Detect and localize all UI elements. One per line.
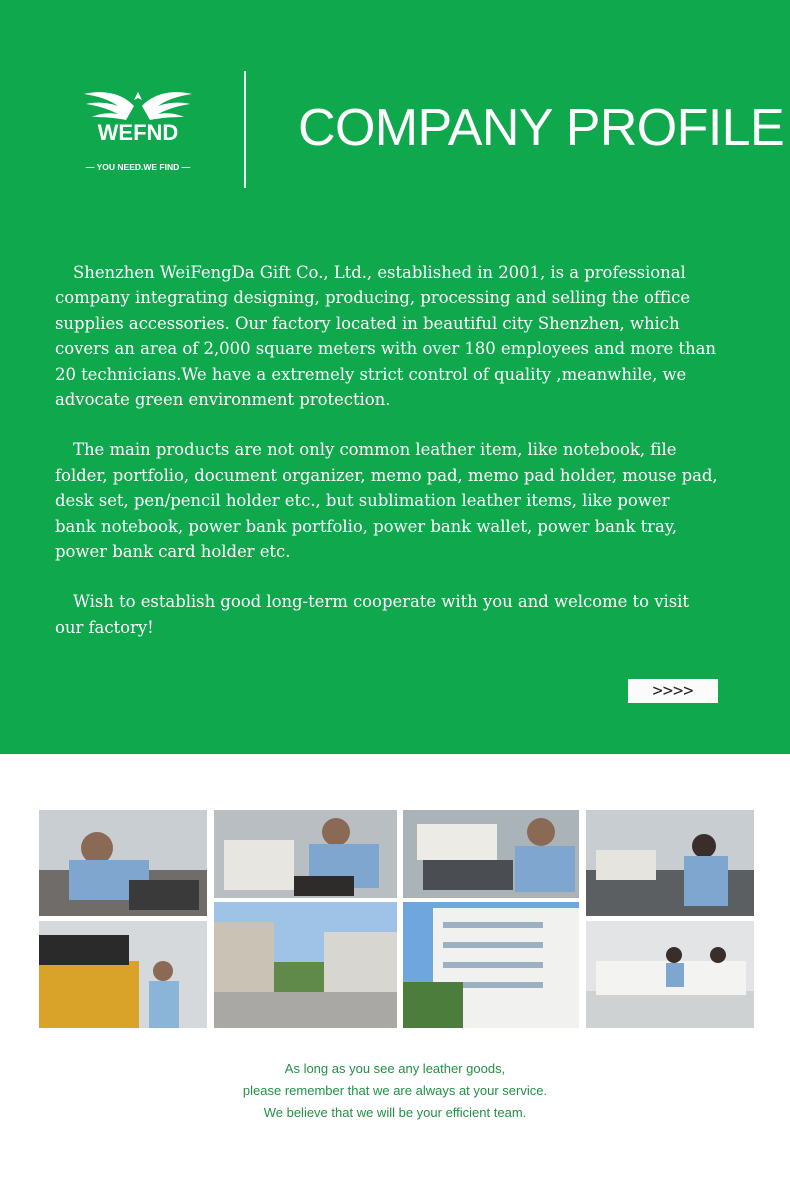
workers-at-tables-photo — [586, 810, 754, 916]
company-description — [55, 260, 755, 665]
workshop-floor-photo — [586, 921, 754, 1028]
worker-cutting-leather-photo — [39, 810, 207, 916]
worker-machine-stitching-photo — [403, 810, 579, 898]
products-paragraph: The main products are not only common leather item, like notebook, file folder, portfolio, document organizer, memo pad, memo pad holder, mouse pad, desk set, pen/pencil holder etc., but sublimation leather items, like power bank notebook, power bank portfolio, power bank wallet, power bank tray, power bank card holder etc. — [55, 440, 718, 562]
caption-line: please remember that we are always at your service. — [242, 1083, 548, 1098]
caption-line: As long as you see any leather goods, — [284, 1061, 506, 1076]
worker-sewing-machine-photo — [214, 810, 397, 898]
laser-cutting-machine-photo — [39, 921, 207, 1028]
left-wing-icon — [84, 92, 134, 120]
factory-street-photo — [214, 902, 397, 1028]
logo-wordmark: WEFND — [97, 120, 179, 145]
header-divider — [244, 71, 246, 188]
company-logo — [76, 86, 200, 176]
factory-building-photo — [403, 902, 579, 1028]
gallery-caption — [0, 1058, 790, 1124]
welcome-paragraph: Wish to establish good long-term cooperate with you and welcome to visit our factory! — [55, 592, 689, 637]
intro-paragraph: Shenzhen WeiFengDa Gift Co., Ltd., established in 2001, is a professional company integrating designing, producing, processing and selling the office supplies accessories. Our factory located in beautiful city Shenzhen, which covers an area of 2,000 square meters with over 180 employees and more than 20 technicians.We have a extremely strict control of quality ,meanwhile, we advocate green environment protection. — [55, 263, 716, 410]
logo-tagline: — YOU NEED.WE FIND — — [85, 162, 191, 172]
page-title: COMPANY PROFILE — [298, 99, 785, 157]
right-wing-icon — [142, 92, 192, 120]
caption-line: We believe that we will be your efficient team. — [263, 1105, 527, 1120]
more-button[interactable]: >>>> — [628, 679, 718, 703]
